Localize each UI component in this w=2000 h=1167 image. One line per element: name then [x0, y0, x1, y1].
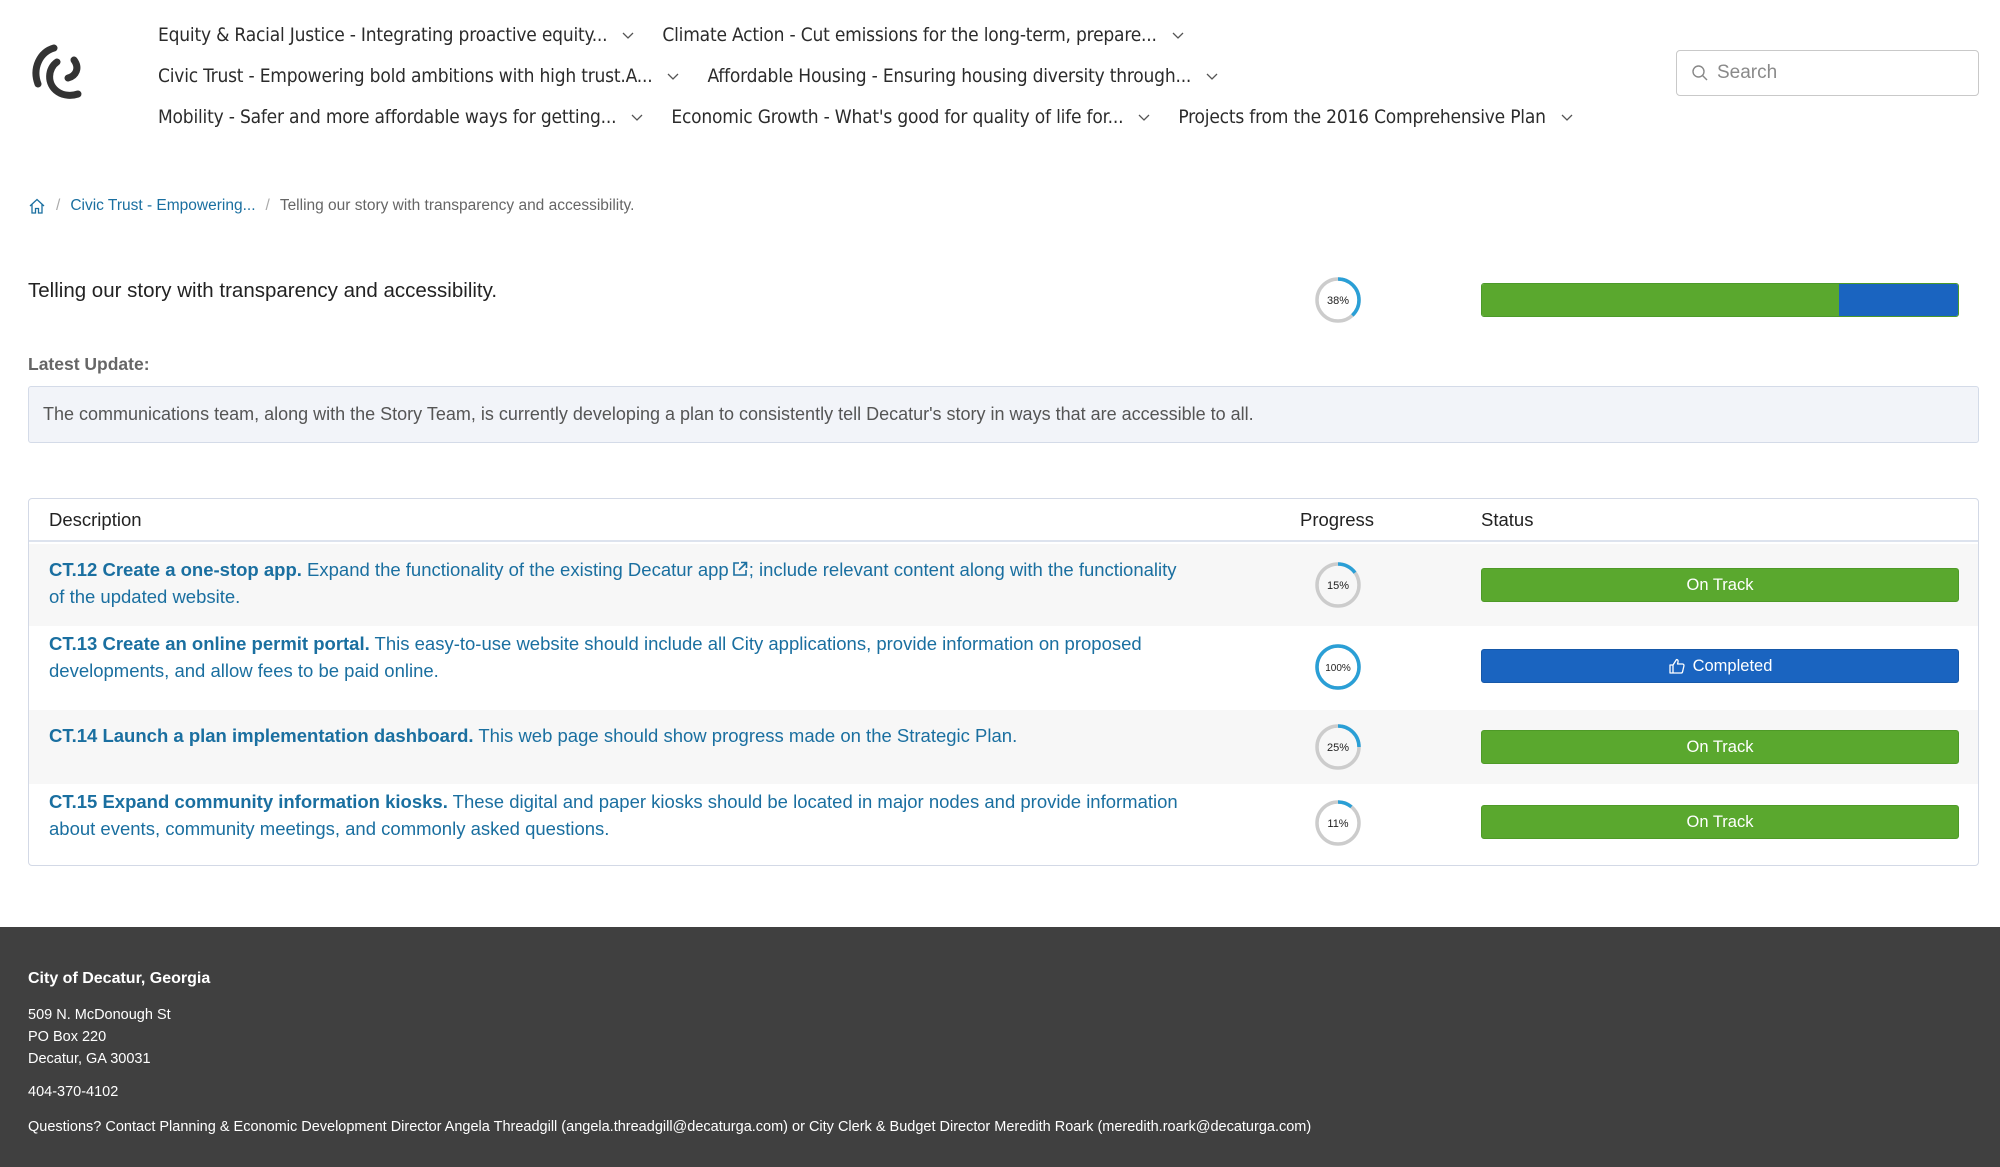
row-text: This web page should show progress made on the Strategic Plan. — [473, 725, 1018, 746]
row-text: These digital and paper kiosks should be located in major nodes and provide information about events, community meetings, and commonly asked questions. — [49, 791, 1178, 839]
footer-phone[interactable]: 404-370-4102 — [28, 1084, 119, 1100]
nav-item-civic-trust[interactable] — [158, 65, 680, 87]
status-segment-completed — [1839, 284, 1958, 316]
row-description[interactable] — [49, 722, 1189, 749]
progress-label: 11% — [1327, 818, 1349, 830]
nav-item-label: Mobility - Safer and more affordable ways for getting... — [158, 105, 617, 128]
table-row — [29, 544, 1978, 626]
actions-table — [28, 498, 1979, 866]
nav-item-economic-growth[interactable] — [671, 106, 1151, 128]
row-title: CT.15 Expand community information kiosks. — [49, 791, 448, 812]
search-icon — [1691, 64, 1709, 82]
row-title: CT.13 Create an online permit portal. — [49, 633, 370, 654]
progress-ring — [1313, 798, 1363, 848]
overall-progress-ring — [1313, 275, 1363, 325]
nav-item-affordable-housing[interactable] — [707, 65, 1219, 87]
table-header — [29, 499, 1978, 542]
chevron-down-icon — [666, 69, 680, 83]
main-navigation — [158, 14, 1638, 137]
column-header-progress: Progress — [1300, 509, 1375, 530]
nav-item-label: Climate Action - Cut emissions for the long-term, prepare... — [662, 23, 1157, 46]
breadcrumb-link-civic-trust[interactable]: Civic Trust - Empowering... — [70, 197, 256, 214]
search-box[interactable] — [1676, 50, 1979, 96]
progress-ring — [1313, 642, 1363, 692]
thumbs-up-icon — [1668, 657, 1686, 675]
home-icon[interactable] — [28, 197, 46, 215]
row-title: CT.12 Create a one-stop app. — [49, 559, 302, 580]
progress-label: 25% — [1326, 742, 1350, 754]
nav-row-1 — [158, 14, 1638, 55]
row-text: ; include relevant content along with the functionality of the updated website. — [49, 559, 1177, 607]
status-badge-completed[interactable] — [1481, 649, 1959, 683]
footer-org-name: City of Decatur, Georgia — [28, 970, 211, 987]
breadcrumb — [28, 197, 634, 215]
nav-row-2 — [158, 55, 1638, 96]
table-row — [29, 710, 1978, 784]
chevron-down-icon — [1137, 110, 1151, 124]
column-header-description: Description — [49, 509, 142, 530]
nav-item-label: Economic Growth - What's good for quality of life for... — [671, 105, 1124, 128]
chevron-down-icon — [1171, 28, 1185, 42]
nav-item-label: Equity & Racial Justice - Integrating proactive equity... — [158, 23, 608, 46]
status-segment-on-track — [1482, 284, 1839, 316]
search-input[interactable] — [1717, 62, 1967, 84]
table-row — [29, 626, 1978, 710]
nav-item-label: Projects from the 2016 Comprehensive Plan — [1178, 105, 1546, 128]
nav-item-mobility[interactable] — [158, 106, 644, 128]
footer-contact-info: Questions? Contact Planning & Economic Development Director Angela Threadgill (angela.threadgill@decaturga.com) or City Clerk & Budget Director Meredith Roark (meredith.roark@decaturga.com) — [28, 1119, 1312, 1135]
row-title: CT.14 Launch a plan implementation dashboard. — [49, 725, 474, 746]
nav-row-3 — [158, 96, 1638, 137]
nav-item-label: Civic Trust - Empowering bold ambitions with high trust.A... — [158, 64, 653, 87]
site-header — [0, 0, 2000, 140]
status-label: On Track — [1686, 737, 1754, 756]
chevron-down-icon — [621, 28, 635, 42]
footer-address — [28, 1004, 171, 1070]
latest-update-text: The communications team, along with the Story Team, is currently developing a plan to consistently tell Decatur's story in ways that are accessible to all. — [28, 386, 1979, 443]
row-description[interactable] — [49, 556, 1189, 610]
address-line: Decatur, GA 30031 — [28, 1051, 151, 1067]
chevron-down-icon — [1205, 69, 1219, 83]
nav-item-label: Affordable Housing - Ensuring housing diversity through... — [707, 64, 1192, 87]
column-header-status: Status — [1481, 509, 1534, 530]
status-badge-on-track[interactable] — [1481, 805, 1959, 839]
address-line: PO Box 220 — [28, 1029, 107, 1045]
progress-ring — [1313, 560, 1363, 610]
latest-update-label: Latest Update: — [28, 354, 150, 374]
chevron-down-icon — [1560, 110, 1574, 124]
breadcrumb-separator: / — [265, 197, 270, 214]
nav-item-equity-racial-justice[interactable] — [158, 24, 635, 46]
external-link-icon[interactable] — [731, 560, 749, 578]
progress-ring — [1313, 722, 1363, 772]
row-description[interactable] — [49, 788, 1189, 842]
page-title: Telling our story with transparency and accessibility. — [28, 279, 498, 302]
status-label: On Track — [1686, 575, 1754, 594]
progress-label: 15% — [1326, 580, 1350, 592]
breadcrumb-current: Telling our story with transparency and accessibility. — [279, 197, 635, 214]
breadcrumb-separator: / — [56, 197, 61, 214]
nav-item-climate-action[interactable] — [662, 24, 1184, 46]
chevron-down-icon — [630, 110, 644, 124]
status-badge-on-track[interactable] — [1481, 730, 1959, 764]
nav-item-2016-comprehensive-plan[interactable] — [1178, 106, 1573, 128]
address-line: 509 N. McDonough St — [28, 1007, 171, 1023]
table-row — [29, 784, 1978, 866]
status-label: On Track — [1686, 812, 1754, 831]
progress-label: 100% — [1325, 663, 1351, 674]
row-text: This easy-to-use website should include all City applications, provide information on proposed developments, and allow fees to be paid online. — [49, 633, 1142, 681]
status-label: Completed — [1692, 656, 1773, 675]
row-text: Expand the functionality of the existing Decatur app — [301, 559, 729, 580]
status-distribution-bar — [1481, 283, 1959, 317]
overall-progress-label: 38% — [1326, 295, 1350, 307]
row-description[interactable] — [49, 630, 1189, 684]
site-footer — [0, 927, 2000, 1167]
status-badge-on-track[interactable] — [1481, 568, 1959, 602]
city-logo-icon[interactable] — [30, 40, 90, 108]
